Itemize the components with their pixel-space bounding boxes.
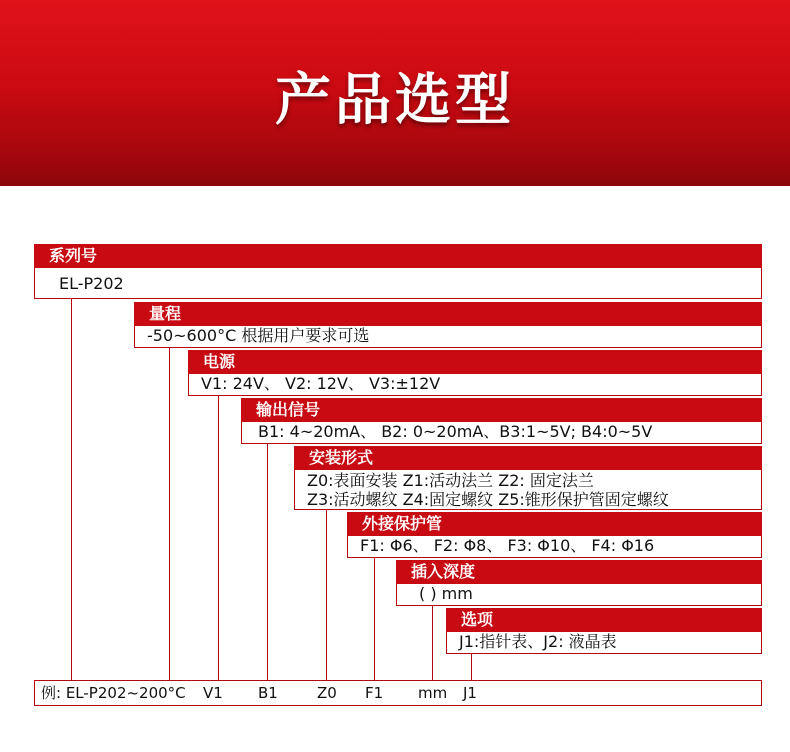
connector-line-options xyxy=(471,654,472,680)
connector-line-mounting xyxy=(326,510,327,680)
section-header-insertion-depth: 插入深度 xyxy=(396,560,762,584)
section-value-protection-tube: F1: Φ6、 F2: Φ8、 F3: Φ10、 F4: Φ16 xyxy=(347,536,762,558)
connector-line-output xyxy=(267,444,268,680)
example-code-mounting: Z0 xyxy=(317,684,337,702)
section-header-power: 电源 xyxy=(188,350,762,374)
section-header-series: 系列号 xyxy=(34,244,762,268)
connector-line-series xyxy=(71,299,72,680)
section-value-range: -50~600°C 根据用户要求可选 xyxy=(134,326,762,348)
connector-line-range xyxy=(169,348,170,680)
section-value-insertion-depth: ( ) mm xyxy=(396,584,762,606)
section-header-mounting: 安装形式 xyxy=(294,446,762,470)
section-value-mounting xyxy=(294,470,762,510)
example-row xyxy=(34,680,762,706)
connector-line-insertion-depth xyxy=(432,606,433,680)
page-title: 产品选型 xyxy=(275,68,515,133)
example-code-options: J1 xyxy=(463,684,477,702)
mounting-line-2: Z3:活动螺纹 Z4:固定螺纹 Z5:锥形保护管固定螺纹 xyxy=(307,490,669,509)
title-banner xyxy=(0,0,790,186)
section-header-protection-tube: 外接保护管 xyxy=(347,512,762,536)
section-value-options: J1:指针表、J2: 液晶表 xyxy=(446,632,762,654)
example-code-insertion-depth: mm xyxy=(418,684,448,702)
example-code-output: B1 xyxy=(258,684,278,702)
section-header-output: 输出信号 xyxy=(241,398,762,422)
connector-line-protection-tube xyxy=(374,558,375,680)
section-header-options: 选项 xyxy=(446,608,762,632)
connector-line-power xyxy=(218,396,219,680)
section-header-range: 量程 xyxy=(134,302,762,326)
mounting-line-1: Z0:表面安装 Z1:活动法兰 Z2: 固定法兰 xyxy=(307,471,594,490)
section-value-power: V1: 24V、 V2: 12V、 V3:±12V xyxy=(188,374,762,396)
example-code-power: V1 xyxy=(203,684,223,702)
example-prefix: 例: EL-P202~200°C xyxy=(41,684,186,702)
example-code-protection-tube: F1 xyxy=(365,684,384,702)
section-value-output: B1: 4~20mA、 B2: 0~20mA、B3:1~5V; B4:0~5V xyxy=(241,422,762,444)
section-value-series: EL-P202 xyxy=(34,268,762,299)
